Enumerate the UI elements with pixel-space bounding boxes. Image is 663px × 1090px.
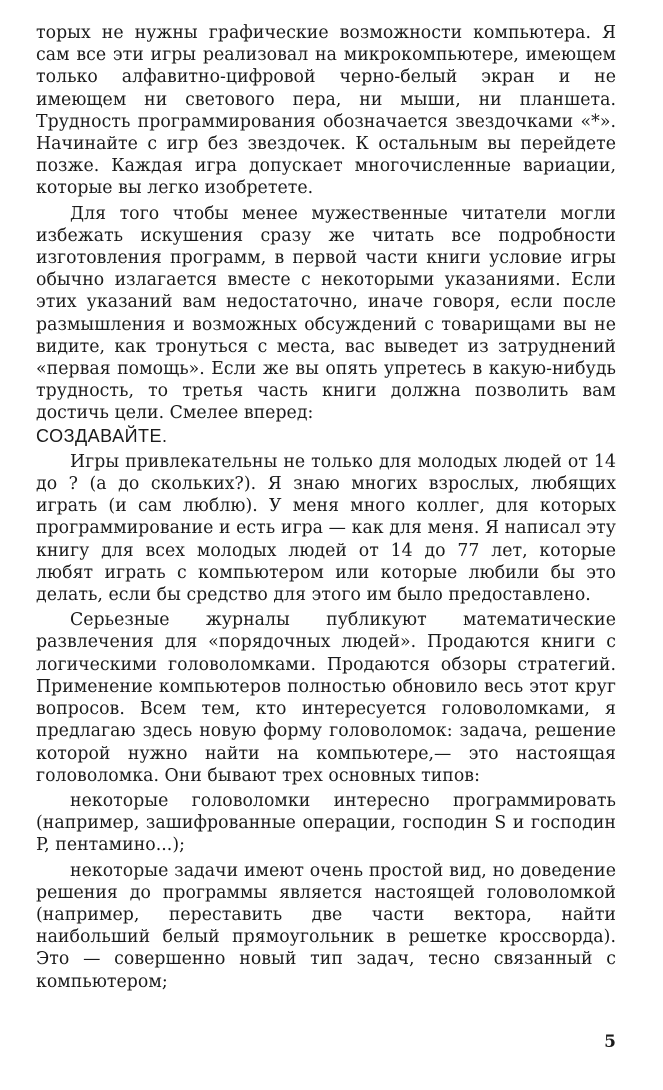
- paragraph-1: торых не нужны графические возможности компьютера. Я сам все эти игры реализовал на микрокомпьютере, имеющем только алфавитно-цифровой черно-белый экран и не имеющем ни светового пера, ни мыши, ни планшета. Трудность программирования обозначается звездочками «*». Начинайте с игр без звездочек. К остальным вы перейдете позже. Каждая игра допускает многочисленные вариации, которые вы легко изобретете.: [36, 23, 616, 199]
- paragraph-2: [36, 203, 616, 448]
- book-page: [36, 22, 616, 1062]
- paragraph-2-text: Для того чтобы менее мужественные читатели могли избежать искушения сразу же читать все подробности изготовления программ, в первой части книги условие игры обычно излагается вместе с некоторыми указаниями. Если этих указаний вам недостаточно, иначе говоря, если после размышления и возможных обсуждений с товарищами вы не видите, как тронуться с места, вас выведет из затруднений «первая помощь». Если же вы опять упретесь в какую-нибудь трудность, то третья часть книги должна позволить вам достичь цели. Смелее вперед:: [36, 203, 616, 424]
- paragraph-4: Серьезные журналы публикуют математические развлечения для «порядочных людей». Продаются книги с логическими головоломками. Продаются обзоры стратегий. Применение компьютеров полностью обновило весь этот круг вопросов. Всем тем, кто интересуется головоломками, я предлагаю здесь новую форму головоломок: задача, решение которой нужно найти на компьютере,— это настоящая головоломка. Они бывают трех основных типов:: [36, 610, 616, 786]
- paragraph-3: Игры привлекательны не только для молодых людей от 14 до ? (а до скольких?). Я знаю многих взрослых, любящих играть (и сам люблю). У меня много коллег, для которых программирование и есть игра — как для меня. Я написал эту книгу для всех молодых людей от 14 до 77 лет, которые любят играть с компьютером или которые любили бы это делать, если бы средство для этого им было предоставлено.: [36, 451, 616, 606]
- list-item-2: некоторые задачи имеют очень простой вид, но доведение решения до программы является настоящей головоломкой (например, переставить две части вектора, найти наибольший белый прямоугольник в решетке кроссворда). Это — совершенно новый тип задач, тесно связанный с компьютером;: [36, 860, 616, 992]
- page-number: 5: [604, 1032, 616, 1052]
- list-item-1: некоторые головоломки интересно программировать (например, зашифрованные операции, господин S и господин P, пентамино...);: [36, 790, 616, 856]
- emphasis-create: СОЗДАВАЙТЕ.: [36, 425, 168, 446]
